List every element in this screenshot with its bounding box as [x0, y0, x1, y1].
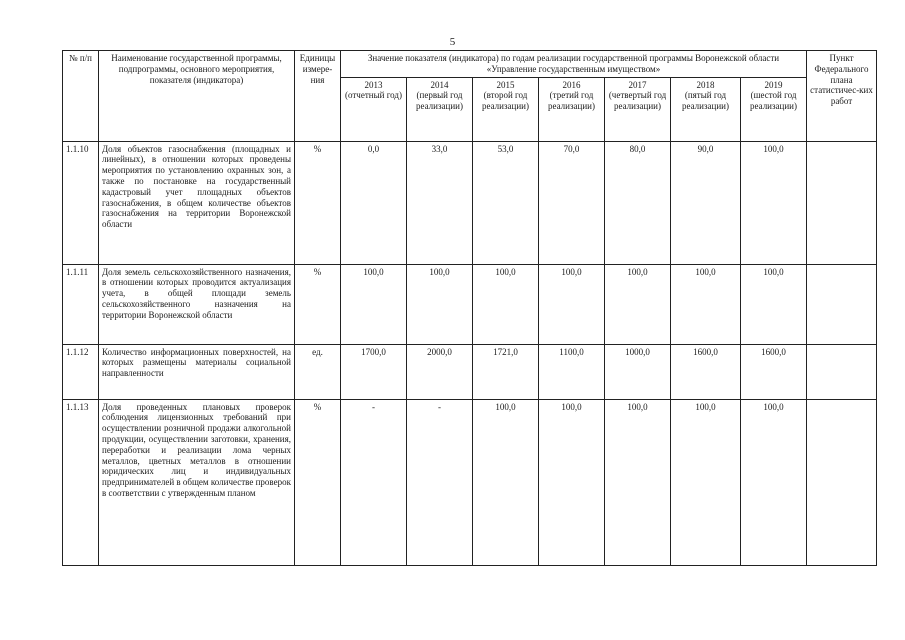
row-num: 1.1.10 [63, 141, 99, 264]
row-unit: % [295, 141, 341, 264]
row-value: 0,0 [341, 141, 407, 264]
header-year-2013: 2013 (отчетный год) [341, 77, 407, 141]
row-fed-plan [807, 399, 877, 565]
header-year-2015: 2015 (второй год реализации) [473, 77, 539, 141]
row-value: 100,0 [741, 141, 807, 264]
row-value: 100,0 [671, 264, 741, 344]
row-value: 100,0 [741, 399, 807, 565]
table-row [63, 344, 877, 399]
row-value: 100,0 [671, 399, 741, 565]
header-values: Значение показателя (индикатора) по годам реализации государственной программы Воронежской области «Управление государственным имуществом» [341, 51, 807, 78]
row-value: 1000,0 [605, 344, 671, 399]
table-row [63, 264, 877, 344]
row-value: 100,0 [741, 264, 807, 344]
row-value: 100,0 [473, 399, 539, 565]
header-year-2014: 2014 (первый год реализации) [407, 77, 473, 141]
row-name: Доля объектов газоснабжения (площадных и линейных), в отношении которых проведены мероприятия по установлению охранных зон, а также по постановке на государственный кадастровый учет площадных объектов газоснабжения, в общем количестве объектов газоснабжения на территории Воронежской области [99, 141, 295, 264]
row-value: 80,0 [605, 141, 671, 264]
row-value: 33,0 [407, 141, 473, 264]
row-value: 1600,0 [741, 344, 807, 399]
page-number: 5 [449, 36, 456, 48]
row-value: 90,0 [671, 141, 741, 264]
header-num: № п/п [63, 51, 99, 142]
header-name: Наименование государственной программы, подпрограммы, основного мероприятия, показателя (индикатора) [99, 51, 295, 142]
row-value: 100,0 [407, 264, 473, 344]
row-value: 70,0 [539, 141, 605, 264]
row-value: 100,0 [605, 264, 671, 344]
header-year-2018: 2018 (пятый год реализации) [671, 77, 741, 141]
row-name: Доля проведенных плановых проверок соблюдения лицензионных требований при осуществлении розничной продажи алкогольной продукции, осуществлении заготовки, хранения, переработки и реализации лома черных металлов, цветных металлов в отношении юридических лиц и индивидуальных предпринимателей в общем количестве проверок в соответствии с утвержденным планом [99, 399, 295, 565]
row-value: 100,0 [341, 264, 407, 344]
row-num: 1.1.12 [63, 344, 99, 399]
row-value: 1700,0 [341, 344, 407, 399]
row-value: - [341, 399, 407, 565]
row-value: 1600,0 [671, 344, 741, 399]
row-value: 1100,0 [539, 344, 605, 399]
row-num: 1.1.11 [63, 264, 99, 344]
header-unit: Единицы измере-ния [295, 51, 341, 142]
row-fed-plan [807, 344, 877, 399]
row-value: 100,0 [539, 264, 605, 344]
row-unit: ед. [295, 344, 341, 399]
row-value: 100,0 [539, 399, 605, 565]
row-value: 100,0 [473, 264, 539, 344]
row-value: - [407, 399, 473, 565]
indicator-table [62, 50, 877, 566]
header-fed-plan: Пункт Федерального плана статистичес-ких работ [807, 51, 877, 142]
row-value: 2000,0 [407, 344, 473, 399]
row-value: 1721,0 [473, 344, 539, 399]
header-year-2017: 2017 (четвертый год реализации) [605, 77, 671, 141]
row-unit: % [295, 399, 341, 565]
row-name: Количество информационных поверхностей, на которых размещены материалы социальной направленности [99, 344, 295, 399]
row-name: Доля земель сельскохозяйственного назначения, в отношении которых проводится актуализация учета, в общей площади земель сельскохозяйственного назначения на территории Воронежской области [99, 264, 295, 344]
table-row [63, 141, 877, 264]
row-value: 53,0 [473, 141, 539, 264]
row-fed-plan [807, 141, 877, 264]
table-row [63, 399, 877, 565]
row-unit: % [295, 264, 341, 344]
row-fed-plan [807, 264, 877, 344]
header-year-2016: 2016 (третий год реализации) [539, 77, 605, 141]
row-num: 1.1.13 [63, 399, 99, 565]
header-year-2019: 2019 (шестой год реализации) [741, 77, 807, 141]
row-value: 100,0 [605, 399, 671, 565]
